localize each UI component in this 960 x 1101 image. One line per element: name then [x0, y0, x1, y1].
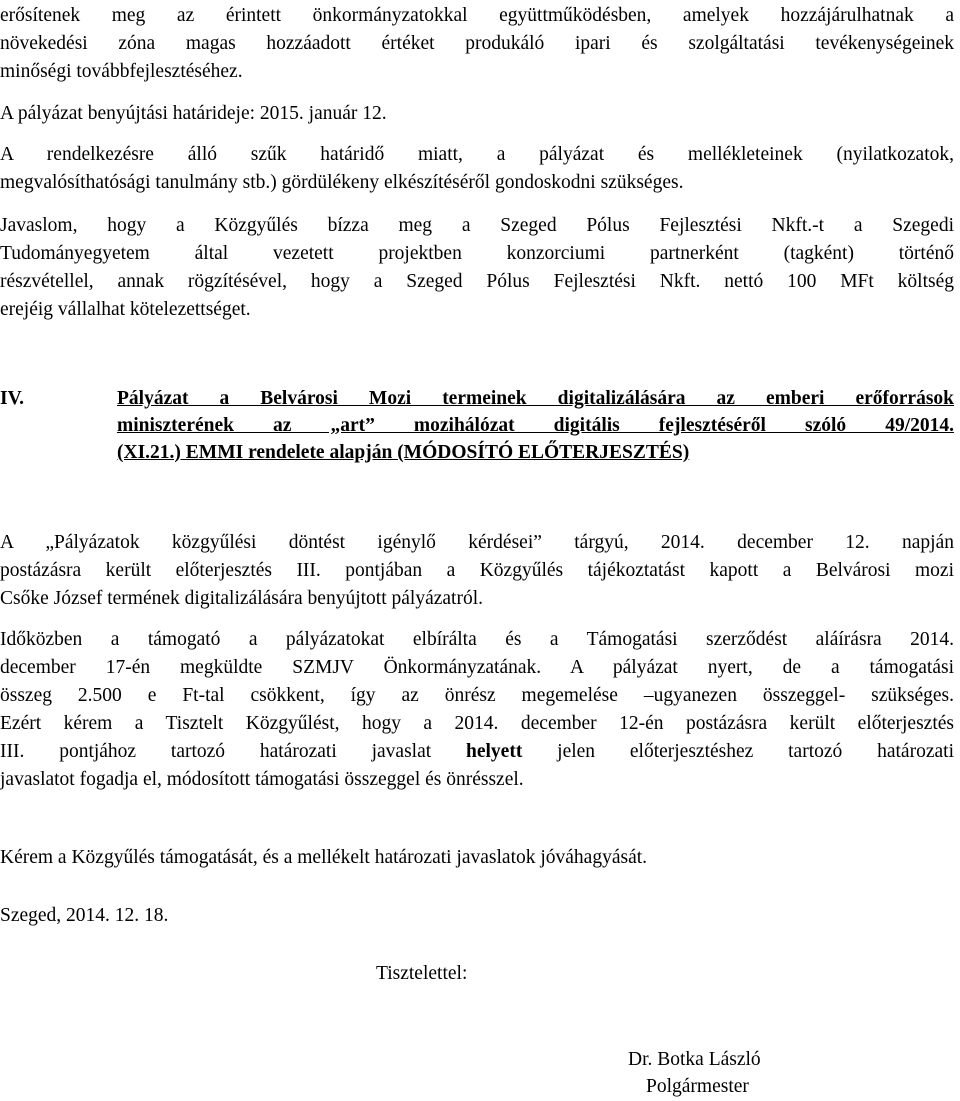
idokozben-line-4: Ezért kérem a Tisztelt Közgyűlést, hogy a 2014. december 12-én postázásra került előterjesztés: [0, 713, 954, 734]
javaslom-paragraph: [0, 212, 954, 324]
signature-title: Polgármester: [646, 1076, 749, 1097]
idokozben-paragraph: [0, 626, 954, 794]
section-number: IV.: [0, 388, 25, 409]
palyazatok-paragraph: [0, 529, 954, 613]
javaslom-line-4: erejéig vállalhat kötelezettséget.: [0, 299, 251, 320]
intro-line-2: növekedési zóna magas hozzáadott értéket produkáló ipari és szolgáltatási tevékenységeinek: [0, 33, 954, 54]
signature-name: Dr. Botka László: [628, 1049, 761, 1070]
javaslom-line-2: Tudományegyetem által vezetett projektben konzorciumi partnerként (tagként) történő: [0, 243, 954, 264]
idokozben-bold-word: helyett: [466, 741, 523, 762]
section-title-line-3: (XI.21.) EMMI rendelete alapján (MÓDOSÍTÓ ELŐTERJESZTÉS): [117, 442, 690, 463]
idokozben-line-1: Időközben a támogató a pályázatokat elbírálta és a Támogatási szerződést aláírásra 2014.: [0, 629, 954, 650]
rendelkezes-line-2: megvalósíthatósági tanulmány stb.) gördülékeny elkészítéséről gondoskodni szükséges.: [0, 172, 684, 193]
javaslom-line-3: részvétellel, annak rögzítésével, hogy a Szeged Pólus Fejlesztési Nkft. nettó 100 MFt költség: [0, 271, 954, 292]
section-title: [117, 385, 954, 466]
idokozben-line-3: összeg 2.500 e Ft-tal csökkent, így az önrész megemelése –ugyanezen összeggel- szükséges.: [0, 685, 954, 706]
date-line: Szeged, 2014. 12. 18.: [0, 905, 169, 926]
section-title-line-1: Pályázat a Belvárosi Mozi termeinek digitalizálására az emberi erőforrások: [117, 388, 954, 409]
javaslom-line-1: Javaslom, hogy a Közgyűlés bízza meg a Szeged Pólus Fejlesztési Nkft.-t a Szegedi: [0, 215, 954, 236]
rendelkezes-paragraph: [0, 141, 954, 197]
intro-line-1: erősítenek meg az érintett önkormányzatokkal együttműködésben, amelyek hozzájárulhatnak a: [0, 5, 954, 26]
palyazatok-line-1: A „Pályázatok közgyűlési döntést igénylő kérdései” tárgyú, 2014. december 12. napján: [0, 532, 954, 553]
section-title-line-2: miniszterének az „art” mozihálózat digitális fejlesztéséről szóló 49/2014.: [117, 415, 954, 436]
idokozben-line-5-start: III. pontjához tartozó határozati javaslat: [0, 741, 466, 762]
intro-line-3: minőségi továbbfejlesztéséhez.: [0, 61, 243, 82]
idokozben-line-2: december 17-én megküldte SZMJV Önkormányzatának. A pályázat nyert, de a támogatási: [0, 657, 954, 678]
deadline-paragraph: A pályázat benyújtási határideje: 2015. január 12.: [0, 103, 387, 124]
greeting: Tisztelettel:: [376, 963, 468, 984]
kerem-paragraph: Kérem a Közgyűlés támogatását, és a mellékelt határozati javaslatok jóváhagyását.: [0, 847, 648, 868]
intro-paragraph: [0, 2, 954, 86]
idokozben-line-5: [0, 738, 954, 766]
palyazatok-line-2: postázásra került előterjesztés III. pontjában a Közgyűlés tájékoztatást kapott a Belvárosi mozi: [0, 560, 954, 581]
palyazatok-line-3: Csőke József termének digitalizálására benyújtott pályázatról.: [0, 588, 483, 609]
idokozben-line-5-end: jelen előterjesztéshez tartozó határozati: [522, 741, 954, 762]
idokozben-line-6: javaslatot fogadja el, módosított támogatási összeggel és önrésszel.: [0, 769, 524, 790]
rendelkezes-line-1: A rendelkezésre álló szűk határidő miatt, a pályázat és mellékleteinek (nyilatkozatok,: [0, 144, 954, 165]
